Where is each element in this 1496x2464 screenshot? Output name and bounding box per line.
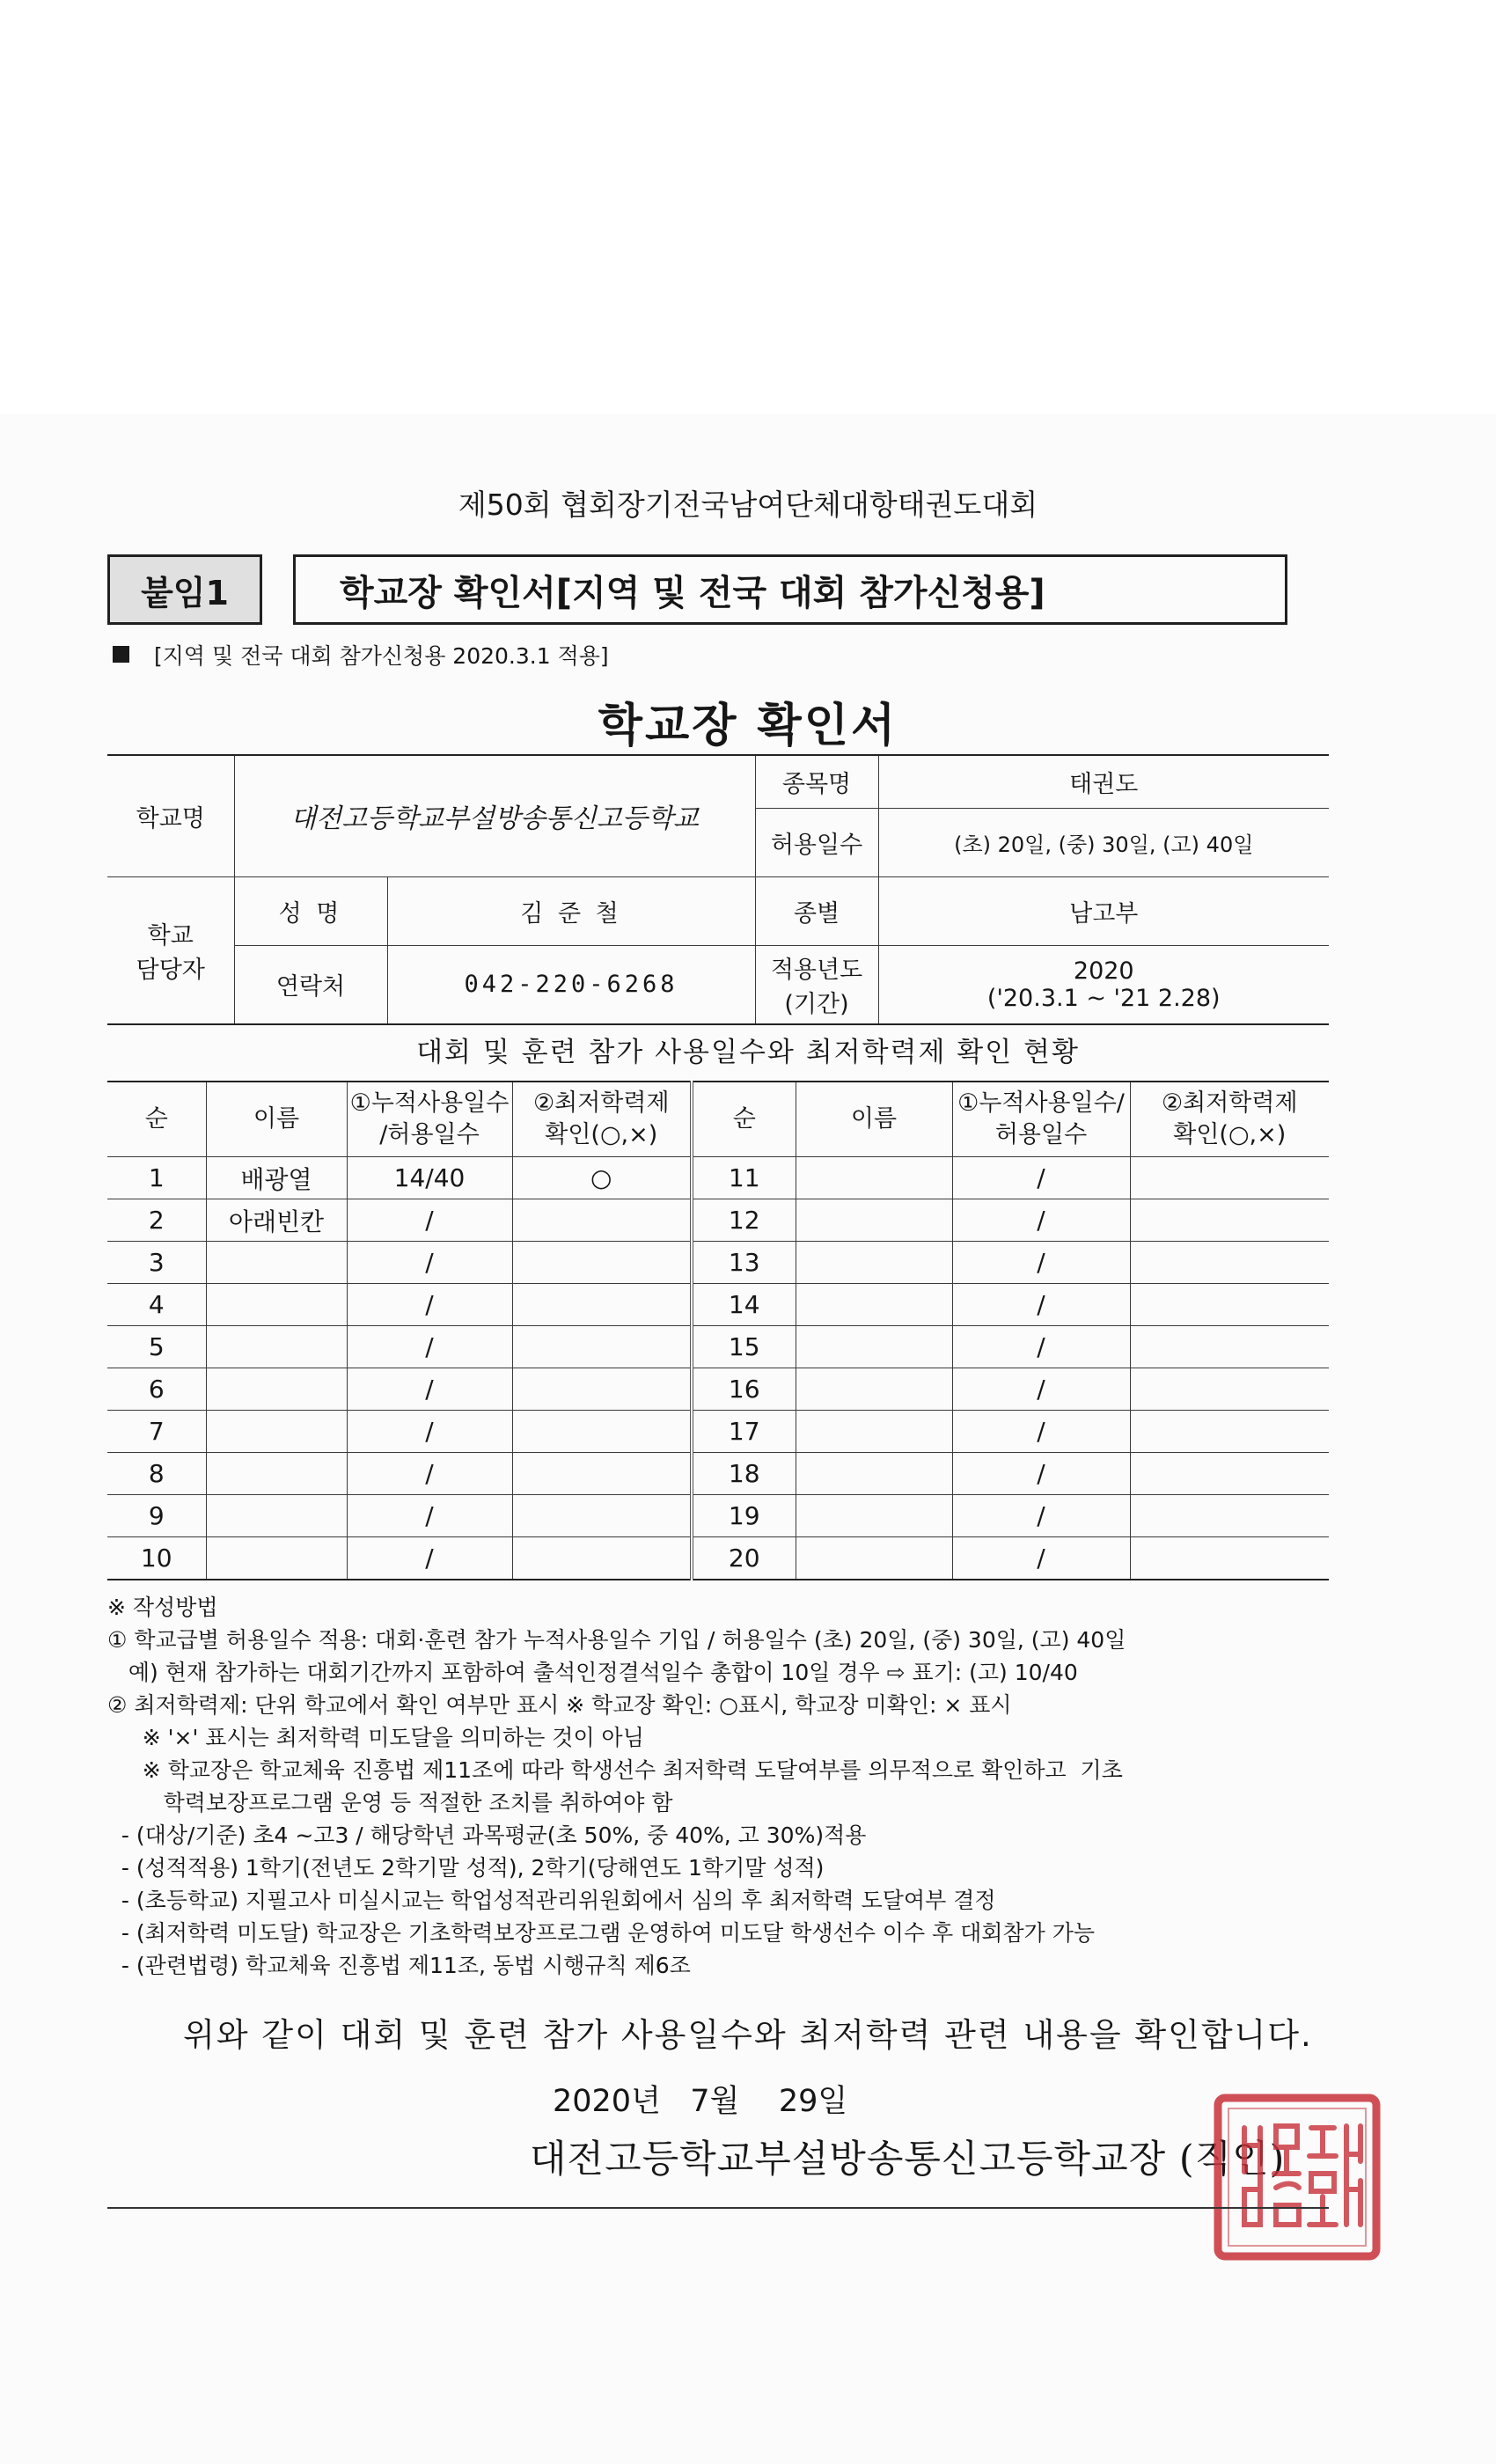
official-seal-icon — [1213, 2093, 1382, 2262]
method-line: ② 최저학력제: 단위 학교에서 확인 여부만 표시 ※ 학교장 확인: ○표시, 학교장 미확인: × 표시 — [107, 1692, 1012, 1718]
staff-label — [107, 876, 234, 1024]
method-line: 학력보장프로그램 운영 등 적절한 조치를 취하여야 함 — [107, 1790, 673, 1815]
roster-cell-name-l — [206, 1284, 347, 1326]
roster-title: 대회 및 훈련 참가 사용일수와 최저학력제 확인 현황 — [416, 1037, 1080, 1068]
roster-cell-no-l: 5 — [107, 1326, 206, 1368]
roster-cell-no-l: 3 — [107, 1242, 206, 1284]
roster-cell-no-l: 10 — [107, 1537, 206, 1580]
bottom-rule — [107, 2207, 1329, 2209]
header-min-left — [512, 1082, 692, 1157]
bullet-square-icon — [113, 646, 129, 663]
header-name-left: 이름 — [206, 1082, 347, 1157]
table-row — [107, 1157, 1329, 1199]
year-label-line1: 적용년도 — [770, 956, 863, 984]
roster-cell-name-l — [206, 1368, 347, 1411]
method-title: ※ 작성방법 — [107, 1595, 218, 1620]
school-name: 대전고등학교부설방송통신고등학교 — [234, 755, 755, 876]
method-lines — [107, 1624, 1357, 1982]
table-row — [107, 1537, 1329, 1580]
roster-cell-days-l: / — [347, 1199, 512, 1242]
roster-cell-no-r: 11 — [692, 1157, 796, 1199]
roster-cell-days-r: / — [952, 1368, 1130, 1411]
roster-cell-min-l — [512, 1326, 692, 1368]
roster-cell-min-r — [1130, 1411, 1329, 1453]
roster-cell-min-l — [512, 1242, 692, 1284]
roster-cell-no-l: 1 — [107, 1157, 206, 1199]
roster-cell-min-r — [1130, 1284, 1329, 1326]
year-value: 2020 — [1073, 957, 1134, 985]
roster-cell-name-r — [796, 1495, 952, 1537]
roster-cell-name-r — [796, 1411, 952, 1453]
roster-cell-days-l: 14/40 — [347, 1157, 512, 1199]
principal-signature: 대전고등학교부설방송통신고등학교장 (직인) — [530, 2138, 1286, 2182]
method-line: - (최저학력 미도달) 학교장은 기초학력보장프로그램 운영하여 미도달 학생선수 이수 후 대회참가 가능 — [107, 1920, 1095, 1946]
table-row — [107, 1368, 1329, 1411]
roster-cell-min-r — [1130, 1495, 1329, 1537]
writing-method — [107, 1591, 1357, 1982]
roster-cell-days-r: / — [952, 1537, 1130, 1580]
roster-cell-no-l: 4 — [107, 1284, 206, 1326]
year-cell — [878, 945, 1329, 1024]
attachment-label: 붙임1 — [107, 554, 262, 625]
method-line: ※ '×' 표시는 최저학력 미도달을 의미하는 것이 아님 — [107, 1725, 644, 1750]
method-line: ※ 학교장은 학교체육 진흥법 제11조에 따라 학생선수 최저학력 도달여부를 의무적으로 확인하고 기초 — [107, 1757, 1123, 1783]
method-line: - (관련법령) 학교체육 진흥법 제11조, 동법 시행규칙 제6조 — [107, 1953, 691, 1978]
form-heading: 학교장 확인서[지역 및 전국 대회 참가신청용] — [293, 554, 1287, 625]
roster-cell-no-r: 16 — [692, 1368, 796, 1411]
roster-cell-no-l: 7 — [107, 1411, 206, 1453]
roster-cell-no-r: 20 — [692, 1537, 796, 1580]
roster-cell-min-l — [512, 1199, 692, 1242]
roster-cell-no-r: 13 — [692, 1242, 796, 1284]
header-days-right — [952, 1082, 1130, 1157]
event-title: 제50회 협회장기전국남여단체대항태권도대회 — [458, 488, 1038, 522]
roster-cell-name-r — [796, 1537, 952, 1580]
roster-cell-days-r: / — [952, 1284, 1130, 1326]
roster-cell-days-r: / — [952, 1453, 1130, 1495]
roster-cell-no-r: 19 — [692, 1495, 796, 1537]
table-row — [107, 1453, 1329, 1495]
roster-cell-no-r: 12 — [692, 1199, 796, 1242]
table-row — [107, 1242, 1329, 1284]
roster-cell-name-r — [796, 1199, 952, 1242]
roster-cell-days-l: / — [347, 1537, 512, 1580]
header-no-left: 순 — [107, 1082, 206, 1157]
header-no-right: 순 — [692, 1082, 796, 1157]
roster-cell-name-l — [206, 1242, 347, 1284]
roster-cell-name-r — [796, 1368, 952, 1411]
signature-date: 2020년 7월 29일 — [553, 2084, 848, 2119]
staff-label-line2: 담당자 — [136, 956, 205, 984]
roster-cell-no-r: 14 — [692, 1284, 796, 1326]
sport-label: 종목명 — [755, 755, 878, 808]
roster-cell-min-l — [512, 1495, 692, 1537]
header-days-left — [347, 1082, 512, 1157]
sport-value: 태권도 — [878, 755, 1329, 808]
table-row — [107, 1495, 1329, 1537]
table-row — [107, 1326, 1329, 1368]
header-days-left-line2: /허용일수 — [379, 1121, 480, 1148]
roster-cell-no-r: 18 — [692, 1453, 796, 1495]
roster-cell-days-l: / — [347, 1242, 512, 1284]
name-label: 성 명 — [234, 876, 387, 945]
roster-cell-days-r: / — [952, 1199, 1130, 1242]
roster-cell-name-r — [796, 1453, 952, 1495]
table-row — [107, 1199, 1329, 1242]
roster-cell-min-l — [512, 1411, 692, 1453]
roster-cell-days-l: / — [347, 1411, 512, 1453]
roster-cell-min-l — [512, 1284, 692, 1326]
roster-cell-no-l: 2 — [107, 1199, 206, 1242]
roster-cell-name-r — [796, 1242, 952, 1284]
document-title: 학교장 확인서 — [598, 700, 898, 752]
roster-cell-days-l: / — [347, 1326, 512, 1368]
method-line: - (성적적용) 1학기(전년도 2학기말 성적), 2학기(당해연도 1학기말 성적) — [107, 1855, 825, 1881]
roster-table — [107, 1081, 1329, 1580]
roster-cell-no-r: 17 — [692, 1411, 796, 1453]
roster-cell-min-r — [1130, 1326, 1329, 1368]
roster-cell-name-l: 배광열 — [206, 1157, 347, 1199]
confirm-statement: 위와 같이 대회 및 훈련 참가 사용일수와 최저학력 관련 내용을 확인합니다. — [183, 2016, 1313, 2054]
roster-cell-no-r: 15 — [692, 1326, 796, 1368]
header-days-left-line1: ①누적사용일수 — [349, 1089, 510, 1117]
roster-cell-name-r — [796, 1157, 952, 1199]
contact-label: 연락처 — [234, 945, 387, 1024]
period-value: ('20.3.1 ~ '21 2.28) — [986, 984, 1221, 1012]
header-min-right-line2: 확인(○,×) — [1173, 1121, 1287, 1148]
roster-cell-no-l: 8 — [107, 1453, 206, 1495]
school-label: 학교명 — [107, 755, 234, 876]
roster-cell-name-l — [206, 1537, 347, 1580]
roster-cell-days-r: / — [952, 1411, 1130, 1453]
roster-cell-no-l: 9 — [107, 1495, 206, 1537]
roster-cell-name-l — [206, 1326, 347, 1368]
roster-cell-min-l — [512, 1537, 692, 1580]
roster-cell-min-r — [1130, 1157, 1329, 1199]
roster-cell-days-l: / — [347, 1495, 512, 1537]
roster-cell-days-r: / — [952, 1242, 1130, 1284]
header-min-right — [1130, 1082, 1329, 1157]
roster-cell-min-r — [1130, 1199, 1329, 1242]
table-row — [107, 1284, 1329, 1326]
allowed-days-label: 허용일수 — [755, 808, 878, 876]
roster-cell-min-l: ○ — [512, 1157, 692, 1199]
roster-cell-min-r — [1130, 1368, 1329, 1411]
roster-body — [107, 1157, 1329, 1580]
staff-label-line1: 학교 — [147, 921, 194, 950]
roster-cell-name-l — [206, 1411, 347, 1453]
roster-cell-min-r — [1130, 1453, 1329, 1495]
roster-cell-name-l — [206, 1453, 347, 1495]
roster-cell-days-r: / — [952, 1157, 1130, 1199]
header-days-right-line2: 허용일수 — [994, 1121, 1088, 1148]
roster-cell-days-l: / — [347, 1284, 512, 1326]
roster-cell-days-r: / — [952, 1495, 1130, 1537]
apply-note: [지역 및 전국 대회 참가신청용 2020.3.1 적용] — [154, 643, 609, 669]
header-min-right-line1: ②최저학력제 — [1161, 1089, 1298, 1117]
roster-cell-min-r — [1130, 1242, 1329, 1284]
method-line: - (초등학교) 지필고사 미실시교는 학업성적관리위원회에서 심의 후 최저학력 도달여부 결정 — [107, 1888, 996, 1913]
method-line: ① 학교급별 허용일수 적용: 대회·훈련 참가 누적사용일수 기입 / 허용일수 (초) 20일, (중) 30일, (고) 40일 — [107, 1627, 1126, 1653]
name-value: 김 준 철 — [387, 876, 755, 945]
allowed-days-value: (초) 20일, (중) 30일, (고) 40일 — [878, 808, 1329, 876]
roster-cell-days-l: / — [347, 1453, 512, 1495]
year-label-line2: (기간) — [784, 990, 849, 1018]
header-name-right: 이름 — [796, 1082, 952, 1157]
contact-value: 042-220-6268 — [387, 945, 755, 1024]
category-label: 종별 — [755, 876, 878, 945]
category-value: 남고부 — [878, 876, 1329, 945]
method-line: - (대상/기준) 초4 ~고3 / 해당학년 과목평균(초 50%, 중 40%, 고 30%)적용 — [107, 1822, 867, 1848]
roster-header-row — [107, 1082, 1329, 1157]
roster-cell-days-l: / — [347, 1368, 512, 1411]
school-info-table — [107, 754, 1329, 1025]
roster-cell-min-l — [512, 1368, 692, 1411]
roster-cell-name-l — [206, 1495, 347, 1537]
header-min-left-line1: ②최저학력제 — [532, 1089, 670, 1117]
header-days-right-line1: ①누적사용일수/ — [957, 1089, 1125, 1117]
year-label — [755, 945, 878, 1024]
roster-cell-days-r: / — [952, 1326, 1130, 1368]
roster-cell-no-l: 6 — [107, 1368, 206, 1411]
method-line: 예) 현재 참가하는 대회기간까지 포함하여 출석인정결석일수 총합이 10일 경우 ⇨ 표기: (고) 10/40 — [107, 1660, 1078, 1685]
roster-cell-name-l: 아래빈칸 — [206, 1199, 347, 1242]
roster-cell-name-r — [796, 1326, 952, 1368]
header-min-left-line2: 확인(○,×) — [545, 1121, 658, 1148]
roster-cell-name-r — [796, 1284, 952, 1326]
roster-cell-min-r — [1130, 1537, 1329, 1580]
table-row — [107, 1411, 1329, 1453]
roster-cell-min-l — [512, 1453, 692, 1495]
